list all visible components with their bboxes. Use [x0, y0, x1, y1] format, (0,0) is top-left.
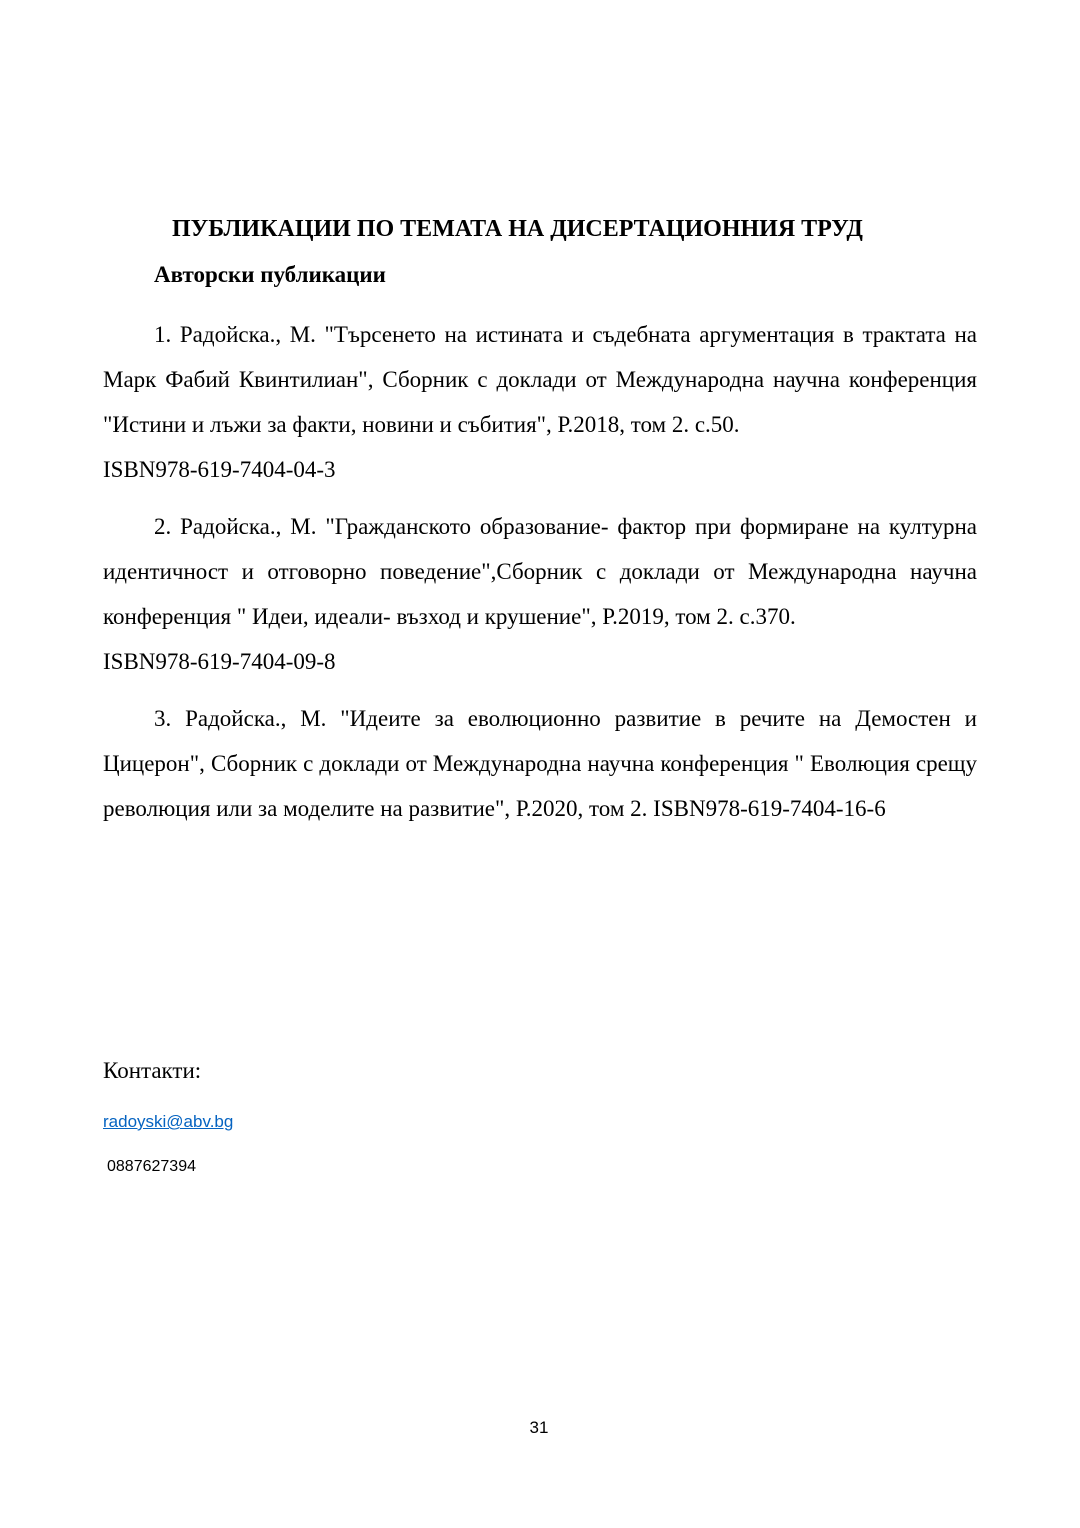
contacts-label: Контакти:: [103, 1058, 202, 1083]
phone-number: 0887627394: [107, 1158, 196, 1175]
publication-list: [103, 312, 977, 831]
page-title: ПУБЛИКАЦИИ ПО ТЕМАТА НА ДИСЕРТАЦИОННИЯ ТРУД: [172, 216, 863, 242]
publication-item-3: [103, 696, 977, 831]
publication-item-2: [103, 504, 977, 684]
publication-text: 1. Радойска., М. "Търсенето на истината и съдебната аргументация в трактата на Марк Фабий Квинтилиан", Сборник с доклади от Международна научна конференция "Истини и лъжи за факти, новини и събития", Р.2018, том 2. с.50.: [103, 322, 977, 437]
publication-text: 2. Радойска., М. "Гражданското образование- фактор при формиране на културна идентичност и отговорно поведение",Сборник с доклади от Международна научна конференция " Идеи, идеали- възход и крушение", Р.2019, том 2. с.370.: [103, 514, 977, 629]
publication-text: 3. Радойска., М. "Идеите за еволюционно развитие в речите на Демостен и Цицерон", Сборник с доклади от Международна научна конференция " Еволюция срещу революция или за моделите на развитие", Р.2020, том 2. ISBN978-619-7404-16-6: [103, 706, 977, 821]
email-link[interactable]: radoyski@abv.bg: [103, 1112, 234, 1131]
publication-isbn: ISBN978-619-7404-09-8: [103, 649, 336, 674]
publication-item-1: [103, 312, 977, 492]
section-subtitle: Авторски публикации: [154, 262, 386, 287]
page-number: 31: [529, 1418, 549, 1437]
publication-isbn: ISBN978-619-7404-04-3: [103, 457, 336, 482]
